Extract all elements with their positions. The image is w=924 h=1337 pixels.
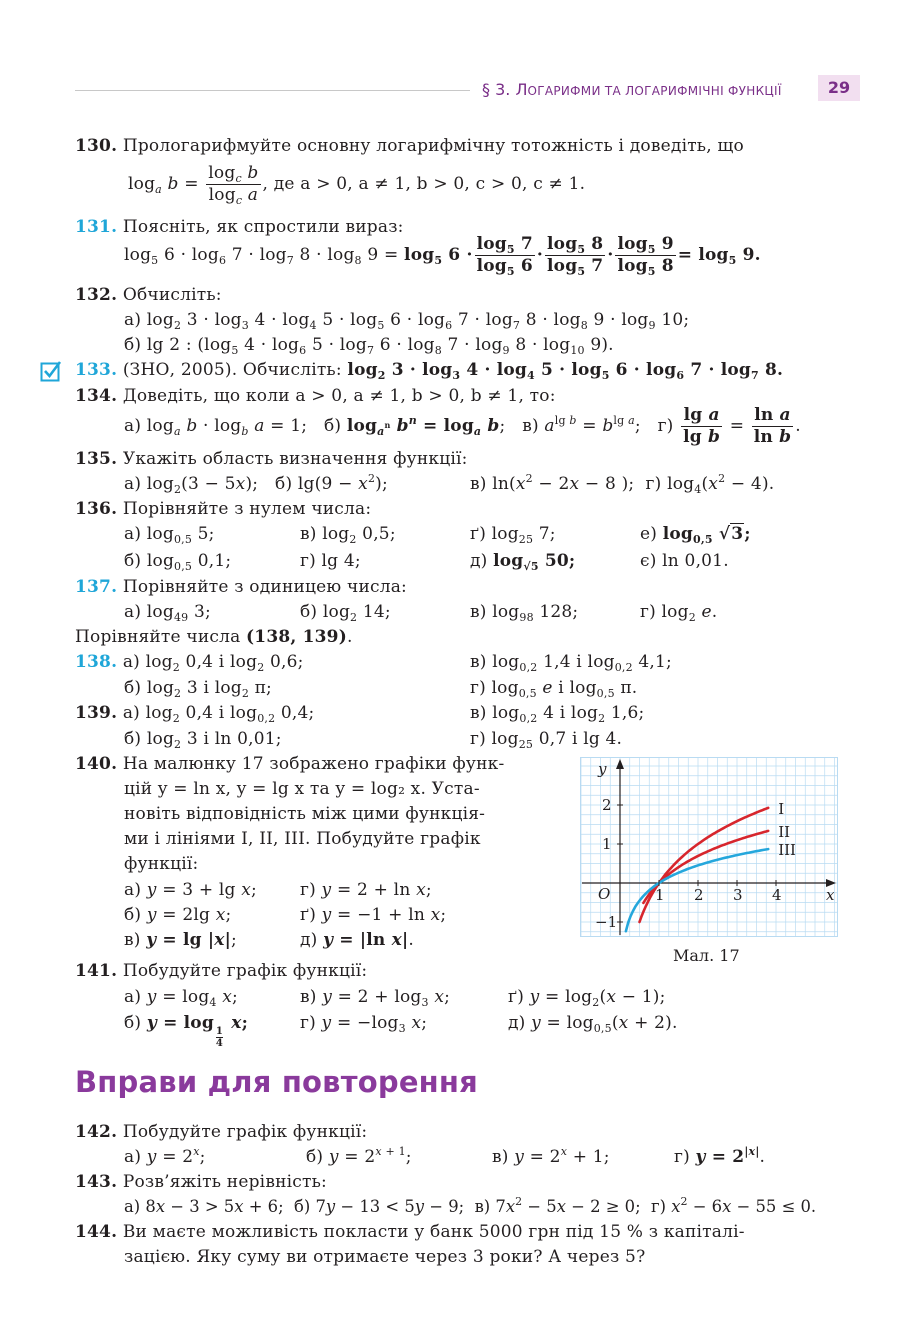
item-136b: б) $\log_{0,5} 0,1$; [124, 551, 232, 573]
exercise-text: Доведіть, що коли a > 0, a ≠ 1, b > 0, b ≠ 1, то: [122, 386, 556, 406]
section-title: ОГАРИФМИ ТА ЛОГАРИФМІЧНІ ФУНКЦІЇ [527, 84, 782, 98]
item-136d: д) $\log_{√5} 50$; [470, 551, 576, 573]
header-rule [75, 90, 470, 91]
exercise-140 [75, 753, 504, 775]
section-number: § 3. [482, 80, 511, 99]
exercise-141 [75, 960, 367, 982]
exercise-number: 133. [75, 360, 118, 380]
item-142g: г) $y = 2^{|x|}$. [674, 1145, 766, 1167]
item-141b: б) y = log $\frac{1}{4}$ x; [124, 1013, 249, 1049]
exercise-text: Порівняйте з одиницею числа: [122, 577, 407, 597]
curve-label-iii: III [778, 841, 796, 860]
conditions-text: , де a > 0, a ≠ 1, b > 0, c > 0, c ≠ 1. [262, 174, 586, 194]
item-141a: а) $y = \log_4 x$; [124, 987, 238, 1009]
figure-17-graph [580, 757, 838, 937]
item-136e: е) $\log_{0,5} √3$; [640, 524, 751, 546]
item-135c: в) $\ln(x^2 - 2x - 8$ ); г) $\log_4(x^2 - 4)$. [470, 472, 775, 496]
curve-label-i: I [778, 799, 785, 818]
exercise-number: 142. [75, 1122, 118, 1142]
exercise-number: 135. [75, 449, 118, 469]
exercise-136 [75, 498, 371, 520]
item-137v: в) $\log_{98} 128$; [470, 602, 579, 624]
exercise-number: 139. [75, 703, 118, 723]
item-136g: г) lg 4; [300, 551, 361, 571]
exercise-130 [75, 135, 744, 157]
item-142a: а) $y = 2^x$; [124, 1145, 206, 1167]
exercise-139: 139. а) $\log_2 0,4$ і $\log_{0,2} 0,4$; [75, 703, 315, 725]
exercise-text: (ЗНО, 2005). Обчисліть: [122, 360, 342, 380]
exercise-number: 130. [75, 136, 118, 156]
item-136v: в) $\log_2 0,5$; [300, 524, 396, 546]
exercise-138: 138. а) $\log_2 0,4$ і $\log_2 0,6$; [75, 652, 304, 674]
exercise-text: Укажіть область визначення функції: [122, 449, 468, 469]
x-tick-label: 2 [694, 886, 704, 904]
exercise-number: 143. [75, 1172, 118, 1192]
item-142b: б) $y = 2^{x + 1}$; [306, 1145, 412, 1167]
exercise-text-line: Ви маєте можливість покласти у банк 5000 грн під 15 % з капіталі- [122, 1222, 745, 1242]
formula-130: $\log_a b$ = $\frac{\log_c b}{\log_c a}$ , де a > 0, a ≠ 1, b > 0, c > 0, c ≠ 1. [128, 163, 586, 207]
section-heading: Вправи для повторення [75, 1065, 478, 1099]
origin-label: O [598, 885, 611, 903]
item-136a: а) $\log_{0,5} 5$; [124, 524, 215, 546]
item-140v: в) y = lg |x|; [124, 930, 237, 950]
exercise-number: 132. [75, 285, 118, 305]
formula-133: $\log_2 3 \cdot \log_3 4 \cdot \log_4 5 \cdot \log_5 6 \cdot \log_6 7 \cdot \log_7 8$. [347, 360, 784, 382]
y-axis-label: y [598, 760, 607, 778]
exercise-text-line: цій y = ln x, y = lg x та y = log₂ x. Уста- [124, 779, 480, 799]
item-138b: б) $\log_2 3$ і $\log_2 \pi$; [124, 678, 272, 700]
item-138g: г) $\log_{0,5} e$ і $\log_{0,5} \pi$. [470, 678, 638, 700]
exercise-text: Побудуйте графік функції: [122, 961, 368, 981]
compare-range: (138, 139) [246, 627, 347, 647]
grid-border [581, 758, 838, 937]
exercise-number: 144. [75, 1222, 118, 1242]
item-141g: г) $y = -\log_3$ x; [300, 1013, 428, 1035]
item-140g: г) y = 2 + ln x; [300, 880, 432, 900]
figure-caption: Мал. 17 [673, 946, 740, 965]
exercise-142 [75, 1121, 367, 1143]
exercise-number: 138. [75, 652, 118, 672]
page-number: 29 [818, 75, 860, 101]
item-132a: а) $\log_2 3 \cdot \log_3 4 \cdot \log_4 5 \cdot \log_5 6 \cdot \log_6 7 \cdot \log_7 8 \cdot \log_8 9 \cdot \log_9 10$; [124, 310, 690, 332]
item-140g2: ґ) y = −1 + ln x; [300, 905, 447, 925]
item-141v: в) $y = 2 + \log_3 x$; [300, 987, 451, 1009]
item-140b: б) y = 2lg x; [124, 905, 232, 925]
exercise-text-line: ми і лініями I, II, III. Побудуйте графік [124, 829, 481, 849]
exercise-number: 137. [75, 577, 118, 597]
exercise-number: 131. [75, 217, 118, 237]
x-axis-label: x [826, 886, 835, 904]
item-132b: б) lg 2 : ($\log_5$ $4 \cdot \log_6 5 \cdot \log_7 6 \cdot \log_8 7 \cdot \log_9 8 \cdot \log_{10} 9$). [124, 335, 614, 357]
exercise-text: Поясніть, як спростили вираз: [122, 217, 404, 237]
item-136g2: ґ) $\log_{25} 7$; [470, 524, 556, 546]
curve-label-ii: II [778, 822, 791, 841]
exercise-number: 141. [75, 961, 118, 981]
item-137b: б) $\log_2 14$; [300, 602, 391, 624]
exercise-text: Порівняйте з нулем числа: [122, 499, 372, 519]
x-tick-label: 4 [772, 886, 782, 904]
section-title-initial: Л [515, 80, 528, 99]
exercise-text: Побудуйте графік функції: [122, 1122, 368, 1142]
item-139v: в) $\log_{0,2} 4$ і $\log_2 1,6$; [470, 703, 645, 725]
compare-intro-text: Порівняйте числа [75, 627, 241, 647]
item-135a: а) $\log_2(3 - 5x)$; б) $\lg(9 - x^2)$; [124, 472, 388, 496]
item-140d: д) y = |ln x|. [300, 930, 414, 950]
item-140a: а) y = 3 + lg x; [124, 880, 257, 900]
y-tick-label: −1 [595, 913, 618, 931]
formula-131: $\log_5 6 \cdot \log_6 7 \cdot \log_7 8 \cdot \log_8 9 = \log_5 6$ · $\frac{\log_5 7}{\log_5 6}$ · $\frac{\log_5 8}{\log_5 7}$ · $\frac{\log_5 9}{\log_5 8}$ = $\log_5 9$. [124, 234, 761, 278]
exercise-133 [75, 359, 783, 381]
exercise-text-line: новіть відповідність між цими функція- [124, 804, 486, 824]
exercise-134 [75, 385, 556, 407]
item-141d: д) $y = \log_{0,5}(x + 2)$. [508, 1013, 678, 1035]
y-tick-label: 1 [602, 835, 612, 853]
exercise-137 [75, 576, 407, 598]
item-138v: в) $\log_{0,2} 1,4$ і $\log_{0,2} 4,1$; [470, 652, 672, 674]
y-tick-label: 2 [602, 796, 612, 814]
item-139g: г) $\log_{25} 0,7$ і lg 4. [470, 729, 623, 751]
exercise-text: Обчисліть: [122, 285, 222, 305]
exercise-text: Прологарифмуйте основну логарифмічну тотожність і доведіть, що [122, 136, 744, 156]
exercise-132 [75, 284, 222, 306]
items-143: а) 8x − 3 > 5x + 6; б) 7y − 13 < 5y − 9; в) $7x^2 - 5x - 2 \ge 0$; г) $x^2 - 6x - 55 \le 0$. [124, 1195, 817, 1216]
item-136ye: є) ln 0,01. [640, 551, 729, 571]
running-header [482, 80, 782, 99]
item-139b: б) $\log_2 3$ і ln 0,01; [124, 729, 282, 751]
x-tick-label: 1 [655, 886, 665, 904]
compare-intro: Порівняйте числа (138, 139). [75, 627, 353, 647]
x-tick-label: 3 [733, 886, 743, 904]
item-141g2: ґ) $y = \log_2(x - 1)$; [508, 987, 666, 1009]
exercise-number: 134. [75, 386, 118, 406]
checkbox-icon [40, 360, 62, 382]
item-137a: а) $\log_{49} 3$; [124, 602, 211, 624]
item-142v: в) $y = 2^x + 1$; [492, 1145, 610, 1167]
exercise-number: 140. [75, 754, 118, 774]
exercise-135 [75, 448, 468, 470]
graph-grid [580, 757, 838, 937]
exercise-text-line: зацією. Яку суму ви отримаєте через 3 роки? А через 5? [124, 1247, 646, 1267]
exercise-text-line: функції: [124, 854, 199, 874]
exercise-144 [75, 1221, 745, 1243]
items-134: а) $\log_a b \cdot \log_b a = 1$; б) $\log_{a^n} b^n = \log_a b$; в) $a^{lg b} = b^{lg a}$; г) $\frac{\text{lg a}}{\text{lg b}}$ = $\frac{\text{ln a}}{\text{ln b}}$ . [124, 405, 801, 447]
exercise-text-line: На малюнку 17 зображено графіки функ- [122, 754, 505, 774]
exercise-number: 136. [75, 499, 118, 519]
exercise-text: Розв’яжіть нерівність: [122, 1172, 327, 1192]
exercise-143 [75, 1171, 327, 1193]
item-137g: г) $\log_2 e$. [640, 602, 718, 624]
